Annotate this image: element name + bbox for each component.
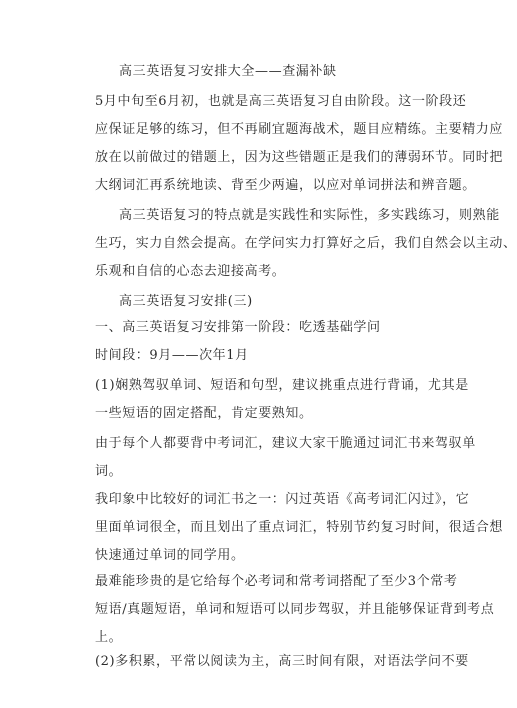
paragraph-3: [95, 372, 469, 428]
section-title: [95, 288, 435, 316]
paragraph-line: 大纲词汇再系统地读、背至少两遍，以应对单词拼法和辨音题。: [95, 178, 476, 193]
paragraph-line: 5月中旬至6月初，也就是高三英语复习自由阶段。这一阶段还: [95, 94, 467, 109]
document-title: [95, 58, 435, 86]
paragraph-line: 最难能珍贵的是它给每个必考词和常考词搭配了至少3个常考: [95, 574, 458, 589]
paragraph-1: [95, 88, 504, 200]
paragraph-line: 我印象中比较好的词汇书之一：闪过英语《高考词汇闪过》，它: [95, 492, 470, 507]
paragraph-line: 乐观和自信的心态去迎接高考。: [95, 264, 286, 279]
stage-title: [95, 314, 435, 342]
paragraph-line: 快速通过单词的同学用。: [95, 548, 245, 563]
paragraph-line: (1)娴熟驾驭单词、短语和句型，建议挑重点进行背诵，尤其是: [95, 378, 469, 393]
paragraph-line: 由于每个人都要背中考词汇，建议大家干脆通过词汇书来驾驭单: [95, 436, 476, 451]
paragraph-line: (2)多积累，平常以阅读为主，高三时间有限，对语法学问不要: [95, 654, 469, 669]
paragraph-line: 生巧，实力自然会提高。在学问实力打算好之后，我们自然会以主动、: [95, 236, 517, 251]
paragraph-line: 高三英语复习的特点就是实践性和实际性，多实践练习，则熟能: [119, 208, 500, 223]
paragraph-line: 词。: [95, 464, 123, 479]
section-title-line: 高三英语复习安排(三): [119, 294, 253, 309]
paragraph-4: [95, 430, 476, 486]
stage-title-line: 一、高三英语复习安排第一阶段：吃透基础学问: [95, 320, 381, 335]
time-range-line: 时间段：9月——次年1月: [95, 348, 249, 363]
paragraph-line: 短语/真题短语，单词和短语可以同步驾驭，并且能够保证背到考点: [95, 602, 495, 617]
paragraph-line: 应保证足够的练习，但不再刷宜题海战术，题目应精练。主要精力应: [95, 122, 504, 137]
paragraph-2: [95, 202, 517, 286]
paragraph-line: 上。: [95, 630, 123, 645]
paragraph-7: [95, 648, 469, 676]
paragraph-line: 放在以前做过的错题上，因为这些错题正是我们的薄弱环节。同时把: [95, 150, 504, 165]
title-line: 高三英语复习安排大全——查漏补缺: [119, 64, 337, 79]
time-range: [95, 342, 435, 370]
paragraph-line: 里面单词很全，而且划出了重点词汇，特别节约复习时间，很适合想: [95, 520, 504, 535]
paragraph-line: 一些短语的固定搭配，肯定要熟知。: [95, 406, 313, 421]
paragraph-6: [95, 568, 495, 652]
paragraph-5: [95, 486, 504, 570]
